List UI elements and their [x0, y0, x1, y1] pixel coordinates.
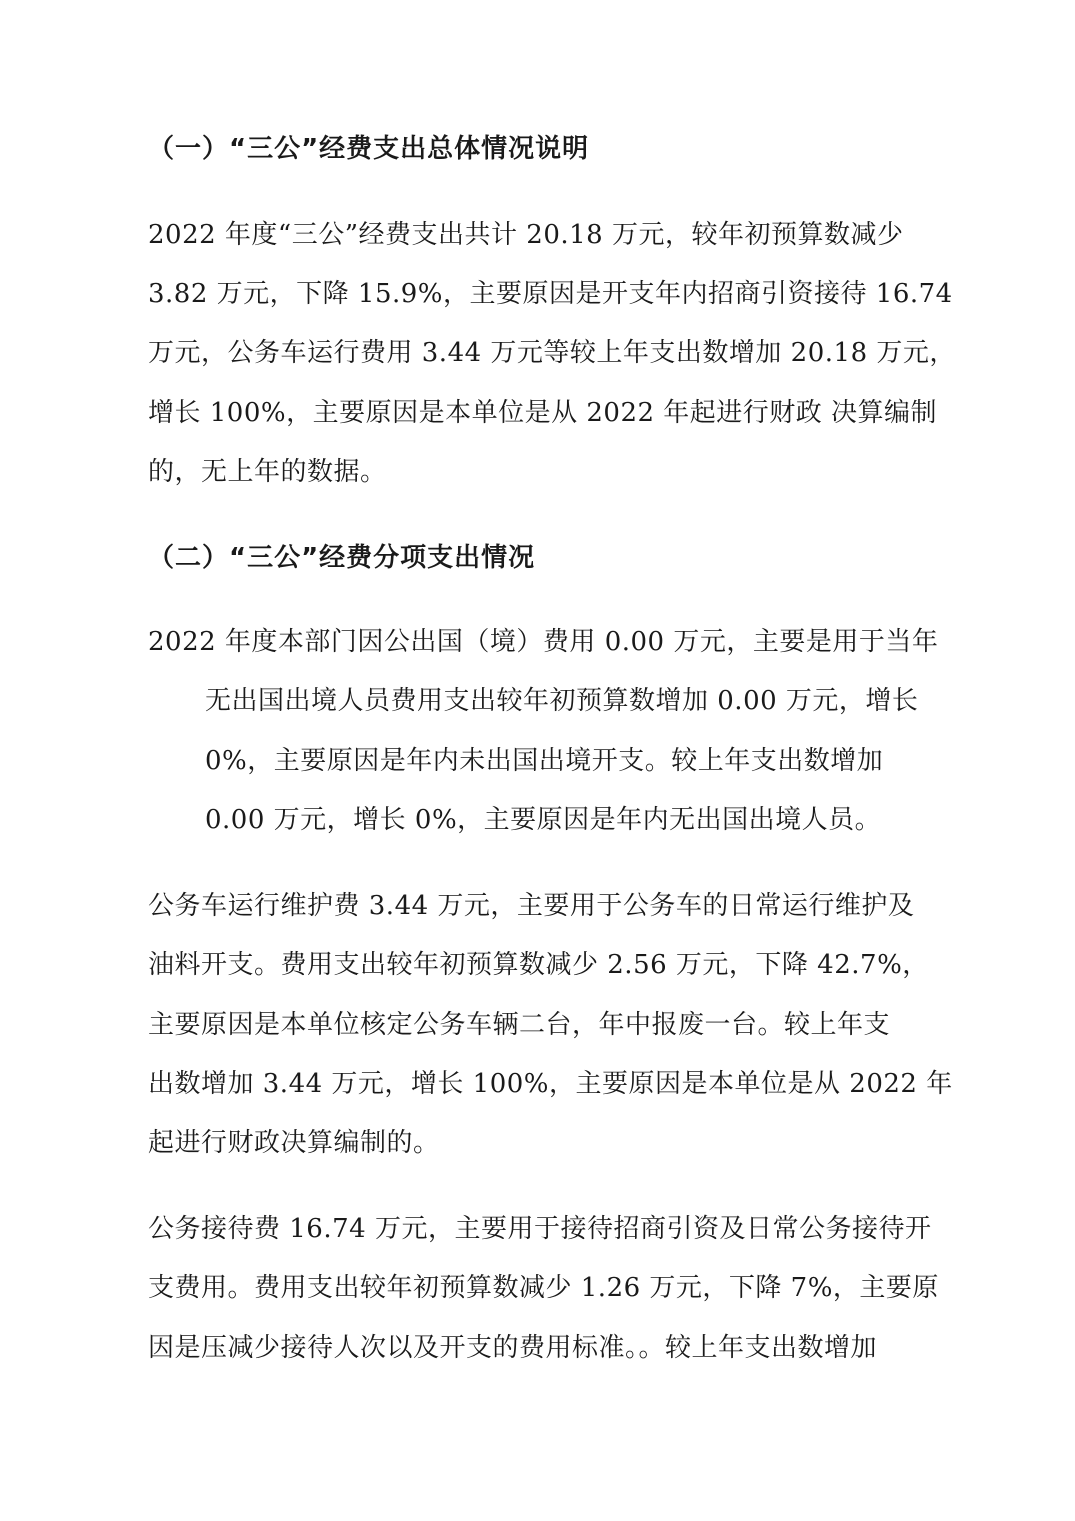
paragraph-line: 油料开支。费用支出较年初预算数减少 2.56 万元，下降 42.7%，: [148, 950, 929, 980]
paragraph-line: 2022 年度“三公”经费支出共计 20.18 万元，较年初预算数减少: [148, 220, 904, 250]
section-heading-overall: （一）“三公”经费支出总体情况说明: [148, 134, 590, 164]
paragraph-line: 出数增加 3.44 万元，增长 100%，主要原因是本单位是从 2022 年: [148, 1069, 953, 1099]
paragraph-line: 因是压减少接待人次以及开支的费用标准。。较上年支出数增加: [148, 1333, 878, 1363]
paragraph-line: 的，无上年的数据。: [148, 457, 387, 487]
paragraph-line: 无出国出境人员费用支出较年初预算数增加 0.00 万元，增长: [205, 686, 919, 716]
paragraph-line: 公务车运行维护费 3.44 万元，主要用于公务车的日常运行维护及: [148, 891, 915, 921]
paragraph-line: 增长 100%，主要原因是本单位是从 2022 年起进行财政 决算编制: [148, 398, 938, 428]
paragraph-line: 主要原因是本单位核定公务车辆二台，年中报废一台。较上年支: [148, 1010, 891, 1040]
section-heading-itemized: （二）“三公”经费分项支出情况: [148, 543, 536, 573]
paragraph-line: 0%，主要原因是年内未出国出境开支。较上年支出数增加: [205, 746, 884, 776]
paragraph-line: 2022 年度本部门因公出国（境）费用 0.00 万元，主要是用于当年: [148, 627, 939, 657]
paragraph-line: 起进行财政决算编制的。: [148, 1128, 440, 1158]
paragraph-line: 公务接待费 16.74 万元，主要用于接待招商引资及日常公务接待开: [148, 1214, 932, 1244]
paragraph-line: 0.00 万元，增长 0%，主要原因是年内无出国出境人员。: [205, 805, 882, 835]
paragraph-line: 支费用。费用支出较年初预算数减少 1.26 万元，下降 7%，主要原: [148, 1273, 939, 1303]
paragraph-line: 3.82 万元，下降 15.9%，主要原因是开支年内招商引资接待 16.74: [148, 279, 953, 309]
paragraph-line: 万元，公务车运行费用 3.44 万元等较上年支出数增加 20.18 万元，: [148, 338, 956, 368]
